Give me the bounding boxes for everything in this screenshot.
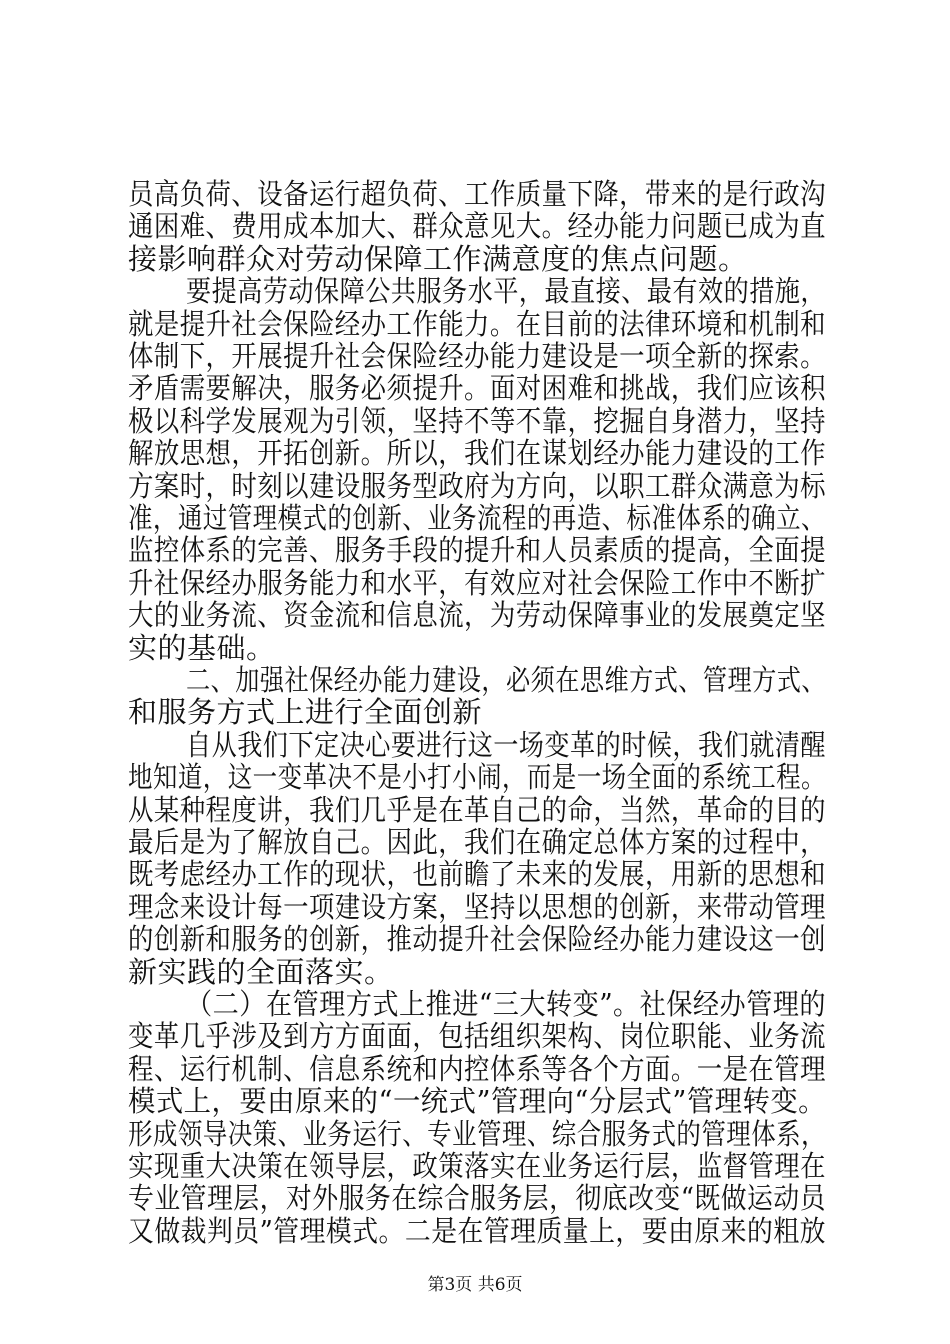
text-line: 升社保经办服务能力和水平，有效应对社会保险工作中不断扩 [128, 566, 826, 600]
text-line: 矛盾需要解决，服务必须提升。面对困难和挑战，我们应该积 [128, 371, 826, 405]
text-line: 的创新和服务的创新，推动提升社会保险经办能力建设这一创 [128, 922, 826, 956]
text-line: 就是提升社会保险经办工作能力。在目前的法律环境和机制和 [128, 307, 826, 341]
paragraph-first-line: 二、加强社保经办能力建设，必须在思维方式、管理方式、 [186, 663, 826, 697]
text-line: 模式上，要由原来的“一统式”管理向“分层式”管理转变。 [128, 1084, 827, 1118]
text-line: 新实践的全面落实。 [128, 955, 394, 989]
paragraph-first-line: （二）在管理方式上推进“三大转变”。社保经办管理的 [186, 987, 827, 1021]
text-line: 既考虑经办工作的现状，也前瞻了未来的发展，用新的思想和 [128, 857, 826, 891]
text-line: 接影响群众对劳动保障工作满意度的焦点问题。 [128, 242, 748, 276]
paragraph-first-line: 要提高劳动保障公共服务水平，最直接、最有效的措施， [186, 274, 827, 308]
text-line: 大的业务流、资金流和信息流，为劳动保障事业的发展奠定坚 [128, 598, 826, 632]
text-line: 最后是为了解放自己。因此，我们在确定总体方案的过程中， [128, 825, 826, 859]
text-line: 通困难、费用成本加大、群众意见大。经办能力问题已成为直 [128, 209, 826, 243]
page-footer: 第3页 共6页 [427, 1275, 523, 1295]
text-line: 又做裁判员”管理模式。二是在管理质量上，要由原来的粗放 [128, 1214, 826, 1248]
text-line: 体制下，开展提升社会保险经办能力建设是一项全新的探索。 [128, 339, 826, 373]
text-line: 专业管理层，对外服务在综合服务层，彻底改变“既做运动员 [128, 1181, 826, 1215]
text-line: 形成领导决策、业务运行、专业管理、综合服务式的管理体系， [128, 1117, 826, 1151]
text-line: 程、运行机制、信息系统和内控体系等各个方面。一是在管理 [128, 1052, 826, 1086]
text-line: 实现重大决策在领导层，政策落实在业务运行层，监督管理在 [128, 1149, 826, 1183]
text-line: 实的基础。 [128, 631, 276, 665]
text-line: 准，通过管理模式的创新、业务流程的再造、标准体系的确立、 [128, 501, 826, 535]
text-line: 方案时，时刻以建设服务型政府为方向，以职工群众满意为标 [128, 469, 826, 503]
text-line: 变革几乎涉及到方方面面，包括组织架构、岗位职能、业务流 [128, 1019, 826, 1053]
text-line: 和服务方式上进行全面创新 [128, 695, 483, 729]
text-line: 地知道，这一变革决不是小打小闹，而是一场全面的系统工程。 [128, 760, 826, 794]
text-line: 解放思想，开拓创新。所以，我们在谋划经办能力建设的工作 [128, 436, 826, 470]
text-line: 从某种程度讲，我们几乎是在革自己的命，当然，革命的目的 [128, 793, 826, 827]
text-line: 员高负荷、设备运行超负荷、工作质量下降，带来的是行政沟 [128, 177, 826, 211]
text-line: 监控体系的完善、服务手段的提升和人员素质的提高，全面提 [128, 533, 826, 567]
text-line: 理念来设计每一项建设方案，坚持以思想的创新，来带动管理 [128, 890, 826, 924]
text-line: 极以科学发展观为引领，坚持不等不靠，挖掘自身潜力，坚持 [128, 404, 826, 438]
paragraph-first-line: 自从我们下定决心要进行这一场变革的时候，我们就清醒 [186, 728, 827, 762]
